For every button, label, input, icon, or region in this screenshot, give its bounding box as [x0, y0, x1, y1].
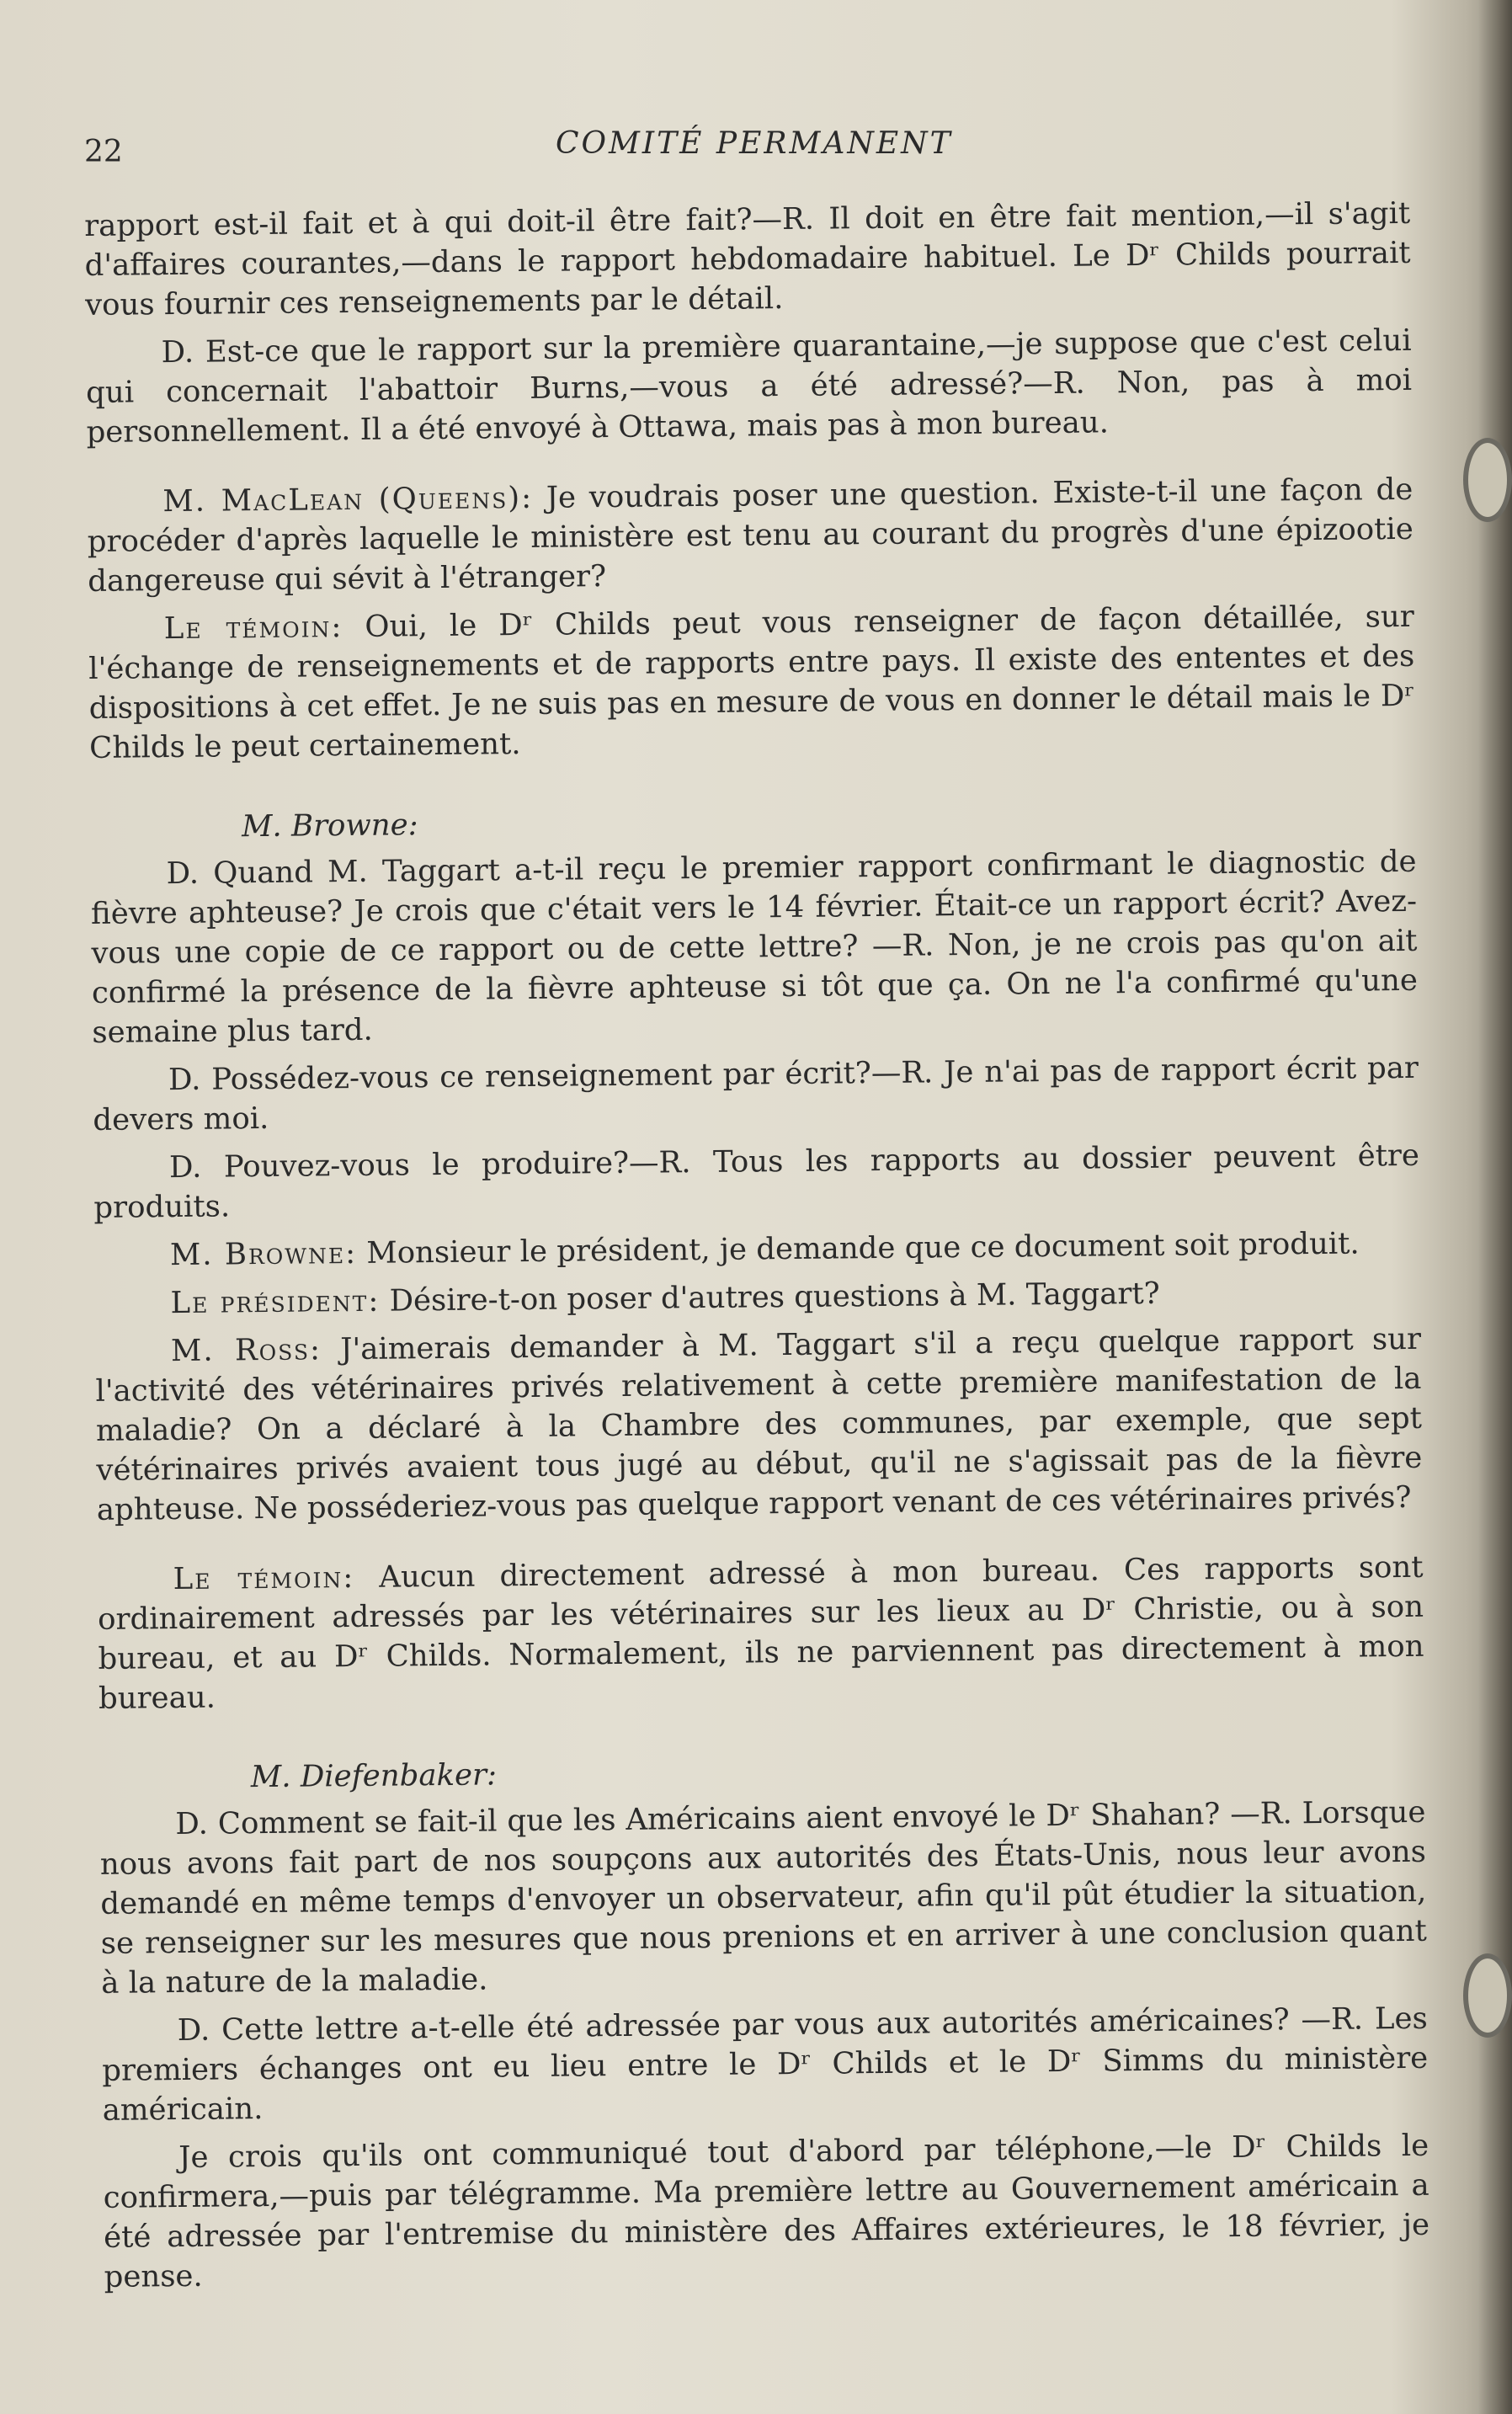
paragraph-text: Monsieur le président, je demande que ce document soit produit. — [366, 1226, 1360, 1271]
paragraph — [87, 470, 1414, 601]
paragraph-text: Je voudrais poser une question. Existe-t-il une façon de procéder d'après laquelle le ministère est tenu au courant du progrès d'une épizootie dangereuse qui sévit à l'étranger? — [87, 472, 1414, 599]
section-speaker-heading: M. Diefenbaker: — [250, 1757, 498, 1795]
speaker-name: Le témoin: — [173, 1559, 355, 1597]
page-header — [84, 126, 1398, 177]
binding-ring — [1463, 438, 1512, 522]
paragraph-text: Aucun directement adressé à mon bureau. Ces rapports sont ordinairement adressés par les vétérinaires sur les lieux au Dʳ Christie, ou à son bureau, et au Dʳ Childs. Normalement, ils ne parviennent pas directement à mon bureau. — [97, 1549, 1424, 1716]
speaker-name: M. Ross: — [170, 1332, 322, 1369]
speaker-name: Le témoin: — [163, 610, 343, 647]
paragraph: D. Cette lettre a-t-elle été adressée par vous aux autorités américaines? —R. Les premiers échanges ont eu lieu entre le Dʳ Childs et le Dʳ Simms du ministère américain. — [102, 2001, 1429, 2128]
paragraph — [88, 597, 1416, 768]
document-body — [84, 194, 1430, 2305]
page-number: 22 — [84, 135, 123, 169]
paragraph: D. Possédez-vous ce renseignement par écrit?—R. Je n'ai pas de rapport écrit par devers moi. — [93, 1050, 1419, 1138]
paragraph: Je crois qu'ils ont communiqué tout d'abord par téléphone,—le Dʳ Childs le confirmera,—puis par télégramme. Ma première lettre au Gouvernement américain a été adressée par l'entremise du ministère des Affaires extérieures, le 18 février, je pense. — [103, 2128, 1430, 2294]
running-title: COMITÉ PERMANENT — [556, 126, 953, 161]
paragraph: rapport est-il fait et à qui doit-il être fait?—R. Il doit en être fait mention,—il s'agit d'affaires courantes,—dans le rapport hebdomadaire habituel. Le Dʳ Childs pourrait vous fournir ces renseignements par le détail. — [84, 195, 1411, 322]
paragraph-text: J'aimerais demander à M. Taggart s'il a reçu quelque rapport sur l'activité des vétérinaires privés relativement à cette première manifestation de la maladie? On a déclaré à la Chambre des communes, par exemple, que sept vétérinaires privés avaient tous jugé au début, qu'il ne s'agissait pas de la fièvre aphteuse. Ne posséderiez-vous pas quelque rapport venant de ces vétérinaires privés? — [95, 1321, 1423, 1527]
paragraph: D. Quand M. Taggart a-t-il reçu le premier rapport confirmant le diagnostic de fièvre aphteuse? Je crois que c'était vers le 14 février. Était-ce un rapport écrit? Avez-vous une copie de ce rapport ou de cette lettre? —R. Non, je ne crois pas qu'on ait confirmé la présence de la fièvre aphteuse si tôt que ça. On ne l'a confirmé qu'une semaine plus tard. — [90, 844, 1419, 1050]
binding-ring — [1463, 1953, 1512, 2038]
speaker-name: M. MacLean (Queens): — [162, 480, 534, 520]
paragraph — [95, 1319, 1423, 1530]
speaker-name: Le président: — [170, 1283, 381, 1321]
paragraph-text: Oui, le Dʳ Childs peut vous renseigner de façon détaillée, sur l'échange de renseignements et de rapports entre pays. Il existe des ententes et des dispositions à cet effet. Je ne suis pas en mesure de vous en donner le détail mais le Dʳ Childs le peut certainement. — [88, 599, 1415, 765]
speaker-name: M. Browne: — [169, 1235, 358, 1273]
paragraph-text: Désire-t-on poser d'autres questions à M. Taggart? — [389, 1276, 1160, 1319]
paragraph: D. Est-ce que le rapport sur la première quarantaine,—je suppose que c'est celui qui concernait l'abattoir Burns,—vous a été adressé?—R. Non, pas à moi personnellement. Il a été envoyé à Ottawa, mais pas à mon bureau. — [85, 322, 1413, 450]
paragraph — [94, 1223, 1420, 1276]
paragraph — [97, 1548, 1424, 1719]
paragraph — [94, 1271, 1420, 1324]
paragraph: D. Pouvez-vous le produire?—R. Tous les rapports au dossier peuvent être produits. — [93, 1138, 1420, 1225]
page-edge-shadow — [1478, 0, 1512, 2414]
section-speaker-heading: M. Browne: — [241, 807, 418, 845]
paragraph: D. Comment se fait-il que les Américains aient envoyé le Dʳ Shahan? —R. Lorsque nous avons fait part de nos soupçons aux autorités des États-Unis, nous leur avons demandé en même temps d'envoyer un observateur, afin qu'il pût étudier la situation, se renseigner sur les mesures que nous prenions et en arriver à une conclusion quant à la nature de la maladie. — [99, 1794, 1427, 2001]
